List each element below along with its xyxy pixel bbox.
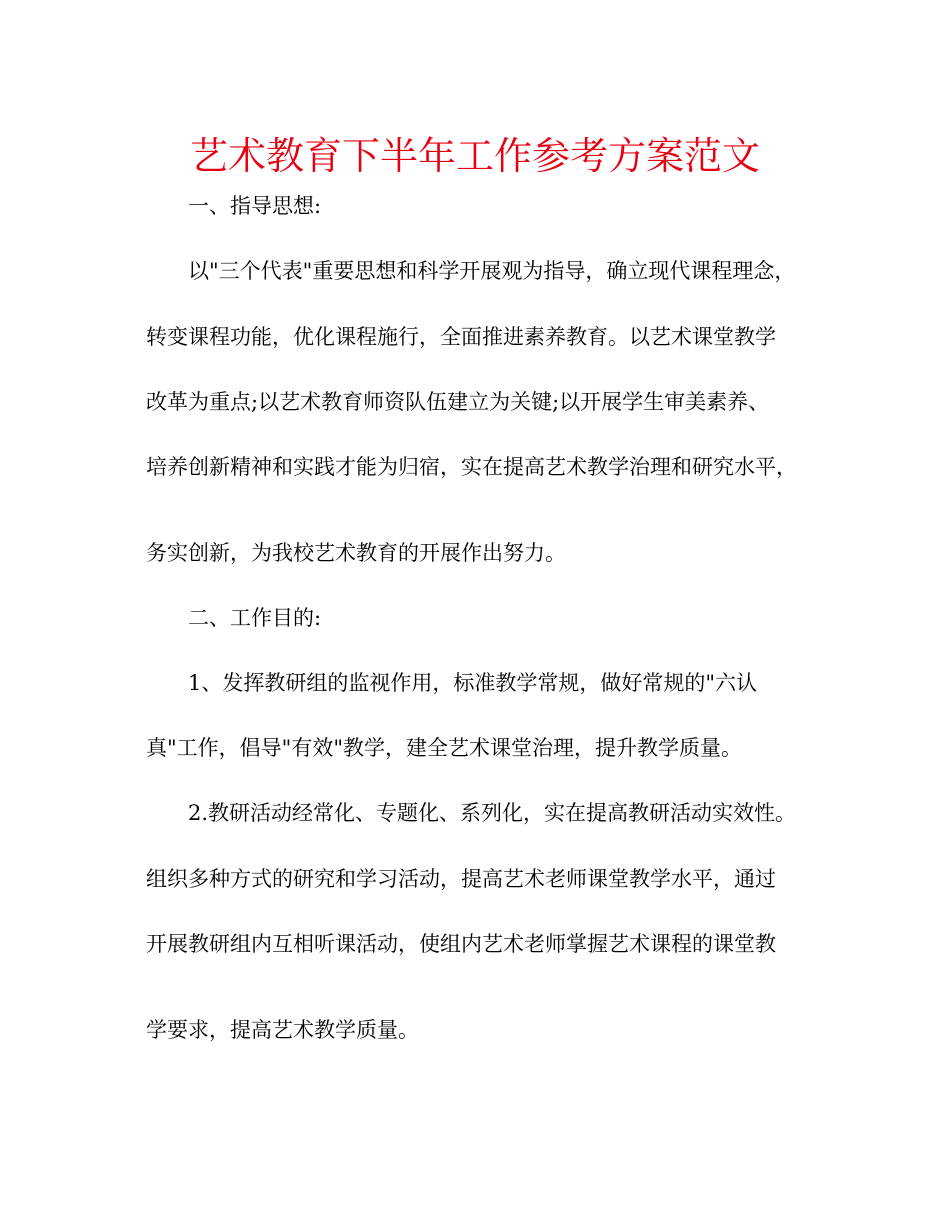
section-heading-guiding-thought: 一、指导思想: (188, 194, 322, 218)
paragraph-line: 组织多种方式的研究和学习活动，提高艺术老师课堂教学水平，通过 (146, 867, 776, 891)
paragraph-line: 以"三个代表"重要思想和科学开展观为指导，确立现代课程理念， (188, 259, 796, 283)
paragraph-line: 转变课程功能，优化课程施行，全面推进素养教育。以艺术课堂教学 (146, 325, 776, 349)
paragraph-line: 培养创新精神和实践才能为归宿，实在提高艺术教学治理和研究水平， (146, 455, 797, 479)
paragraph-line: 开展教研组内互相听课活动，使组内艺术老师掌握艺术课程的课堂教 (146, 932, 776, 956)
paragraph-line: 学要求，提高艺术教学质量。 (146, 1018, 419, 1042)
paragraph-line: 2.教研活动经常化、专题化、系列化，实在提高教研活动实效性。 (188, 801, 797, 825)
section-heading-work-goals: 二、工作目的: (188, 606, 322, 630)
paragraph-line: 务实创新，为我校艺术教育的开展作出努力。 (146, 541, 566, 565)
document-title: 艺术教育下半年工作参考方案范文 (189, 134, 760, 178)
paragraph-line: 真"工作，倡导"有效"教学，建全艺术课堂治理，提升教学质量。 (146, 736, 742, 760)
paragraph-line: 1、发挥教研组的监视作用，标准教学常规，做好常规的"六认 (188, 671, 758, 695)
paragraph-line: 改革为重点;以艺术教育师资队伍建立为关键;以开展学生审美素养、 (146, 390, 770, 414)
